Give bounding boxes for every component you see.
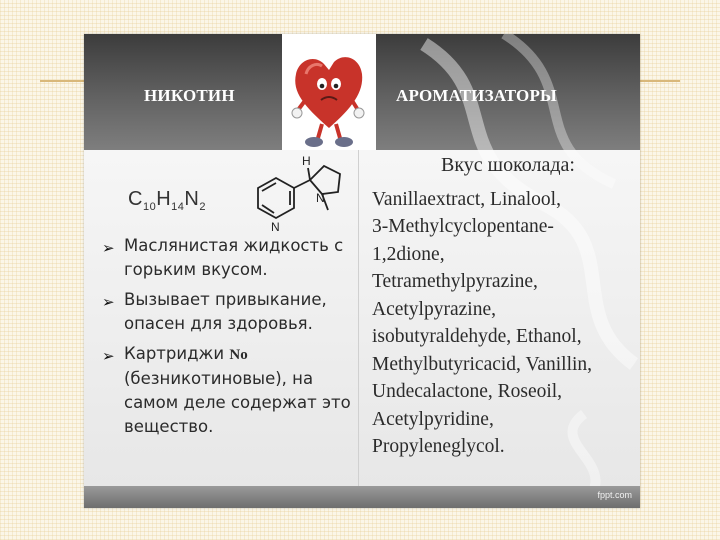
bullet-text-rest: (безникотиновые), на самом деле содержат это вещество. [124,369,351,436]
list-item [102,234,358,282]
flavor-list [372,186,634,461]
list-item [102,288,358,336]
bullet-text-prefix: Картриджи [124,344,230,363]
formula-h: H [156,188,172,210]
list-item [102,342,358,439]
formula-n: N [184,188,200,210]
bullet-text: Вызывает привыкание, опасен для здоровья. [124,290,327,333]
decor-line-left [40,80,84,82]
flavor-line: 3-Methylcyclopentane- [372,216,554,237]
flavor-line: Methylbutyricacid, Vanillin, [372,353,593,375]
bullet-arrow-icon: ➢ [102,239,115,257]
formula-n-sub: 2 [199,201,206,213]
header-title-flavorings: АРОМАТИЗАТОРЫ [396,86,557,105]
formula-h-sub: 14 [171,201,185,213]
bullet-arrow-icon: ➢ [102,293,115,311]
bullet-text-bold: No [229,347,248,363]
footer-brand: fppt.com [597,490,632,500]
molecule-label-n-pyridine: N [271,220,280,234]
molecule-label-n-ring: N [316,191,325,205]
formula-c: C [128,188,143,210]
flavor-line: Undecalactone, Roseoil, [372,381,563,402]
flavor-line: 1,2dione, [372,243,445,265]
decor-line-right [640,80,680,82]
flavor-line: Acetylpyridine, [372,408,494,430]
flavor-line: Propyleneglycol. [372,436,505,457]
formula-c-sub: 10 [142,201,157,213]
molecule-label-h: H [302,154,311,168]
header-title-nicotine: НИКОТИН [144,86,235,105]
heart-mascot-icon [284,44,374,148]
flavor-line: Tetramethylpyrazine, [372,271,538,292]
slide-footer [84,486,640,508]
bullet-text: Маслянистая жидкость с горьким вкусом. [124,236,344,279]
flavor-line: Acetylpyrazine, [372,298,496,320]
bullet-arrow-icon: ➢ [102,347,115,365]
nicotine-facts-list [102,234,358,445]
flavorings-column [372,150,634,461]
flavor-line: Vanillaextract, Linalool, [372,188,561,210]
column-divider [358,150,359,486]
chemical-formula [128,188,206,213]
flavor-line: isobutyraldehyde, Ethanol, [372,326,582,347]
slide [84,34,640,508]
nicotine-molecule-icon [236,152,356,236]
taste-heading: Вкус шоколада: [441,154,575,176]
